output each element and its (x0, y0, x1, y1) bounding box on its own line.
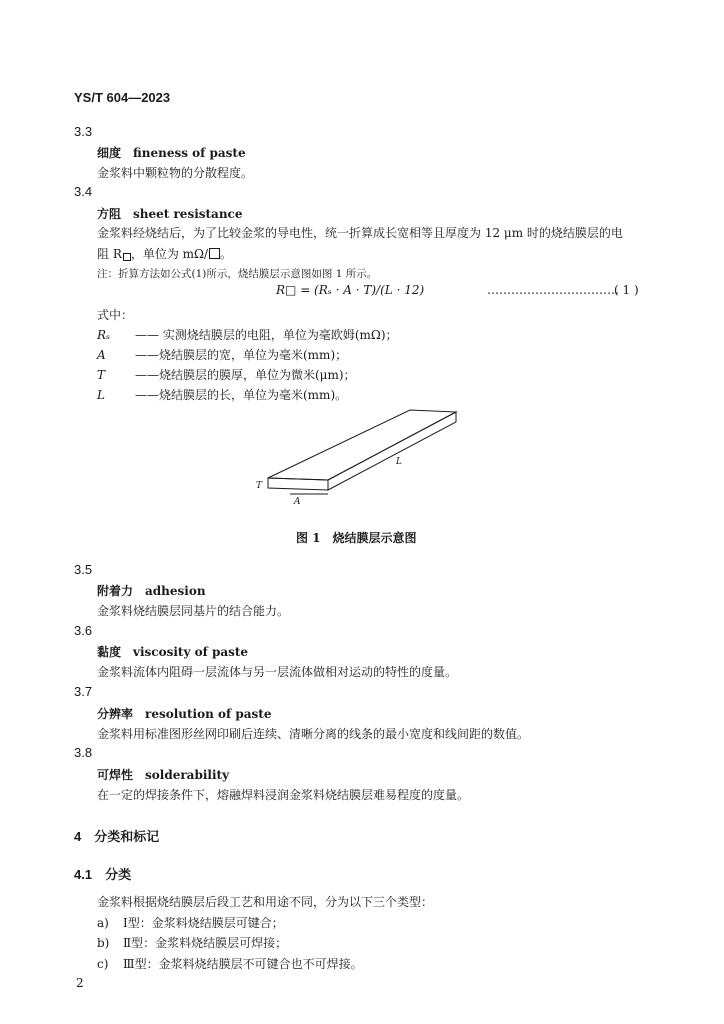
formula-variable: T ——烧结膜层的膜厚，单位为微米(μm)； (97, 368, 356, 382)
term-en: fineness of paste (133, 146, 246, 160)
term-definition: 金浆料烧结膜层同基片的结合能力。 (97, 604, 290, 618)
term-definition: 金浆料流体内阻碍一层流体与另一层流体做相对运动的特性的度量。 (97, 665, 458, 679)
term-number: 3.5 (74, 562, 93, 577)
formula-variable: A ——烧结膜层的宽，单位为毫米(mm)； (97, 348, 348, 362)
formula-variable: Rₛ —— 实测烧结膜层的电阻，单位为毫欧姆(mΩ)； (97, 328, 398, 342)
standard-code: YS/T 604—2023 (74, 90, 171, 105)
term-en: sheet resistance (133, 207, 243, 221)
list-item: b) Ⅱ型：金浆料烧结膜层可焊接； (97, 936, 288, 950)
term-definition: 金浆料中颗粒物的分散程度。 (97, 166, 254, 180)
term-number: 3.4 (74, 184, 93, 199)
def-prefix: 阻 R (97, 247, 122, 261)
label-T: T (256, 481, 263, 491)
term-title (97, 144, 246, 161)
film-top-face (268, 410, 456, 480)
formula-where: 式中： (97, 308, 134, 322)
film-front-face (268, 478, 328, 490)
formula-leader-dots: …………………………… (487, 283, 619, 297)
formula-variable: L ——烧结膜层的长，单位为毫米(mm)。 (97, 388, 348, 402)
term-title: 可焊性 solderability (97, 768, 230, 782)
term-number: 3.3 (74, 124, 93, 139)
list-item: a) Ⅰ型：金浆料烧结膜层可键合； (97, 916, 284, 930)
term-title (97, 205, 243, 222)
figure-caption: 图 1 烧结膜层示意图 (296, 531, 417, 545)
formula-expression: R□ = (Rₛ · A · T)/(L · 12) (276, 283, 425, 297)
page-number: 2 (76, 976, 84, 990)
list-item: c) Ⅲ型：金浆料烧结膜层不可键合也不可焊接。 (97, 957, 363, 971)
term-title: 分辨率 resolution of paste (97, 707, 272, 721)
section-intro: 金浆料根据烧结膜层后段工艺和用途不同，分为以下三个类型： (97, 895, 434, 909)
sintered-film-diagram (250, 400, 480, 510)
term-definition: 在一定的焊接条件下，熔融焊料浸润金浆料烧结膜层难易程度的度量。 (97, 788, 470, 802)
term-note: 注：折算方法如公式(1)所示，烧结膜层示意图如图 1 所示。 (97, 268, 378, 280)
term-number: 3.6 (74, 623, 93, 638)
def-end: 。 (220, 247, 233, 261)
square-symbol-icon (123, 253, 131, 261)
term-definition-line2 (97, 245, 232, 262)
term-definition-line1: 金浆料经烧结后，为了比较金浆的导电性，统一折算成长宽相等且厚度为 12 μm 时的烧结膜层的电 (97, 226, 623, 240)
def-unit: ，单位为 mΩ/ (130, 247, 209, 261)
term-number: 3.8 (74, 745, 93, 760)
label-A: A (294, 497, 301, 507)
label-L: L (396, 457, 402, 467)
formula-number: ( 1 ) (614, 283, 639, 297)
section-heading: 4 分类和标记 (74, 829, 160, 844)
term-title: 附着力 adhesion (97, 584, 206, 598)
term-zh: 方阻 (97, 207, 122, 221)
term-number: 3.7 (74, 684, 93, 699)
square-symbol-icon (209, 248, 220, 259)
subsection-heading: 4.1 分类 (74, 867, 132, 882)
term-definition: 金浆料用标准图形丝网印刷后连续、清晰分离的线条的最小宽度和线间距的数值。 (97, 727, 530, 741)
term-title: 黏度 viscosity of paste (97, 645, 249, 659)
film-side-face (328, 412, 456, 490)
term-zh: 细度 (97, 146, 122, 160)
